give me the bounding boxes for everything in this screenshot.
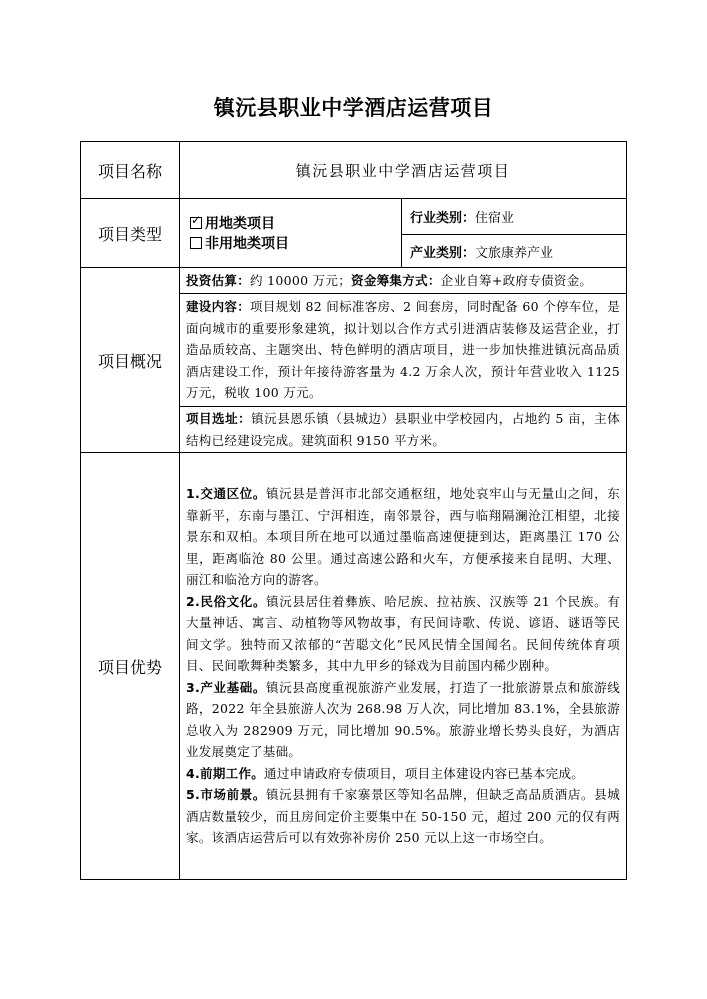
sector-value: 文旅康养产业 — [475, 245, 554, 261]
advantage-head: 2.民俗文化。 — [186, 593, 267, 609]
advantage-head: 5.市场前景。 — [186, 787, 266, 803]
advantage-text: 镇沅县拥有千家寨景区等知名品牌，但缺乏高品质酒店。县城酒店数量较少，而且房间定价主要集中在 50-150 元，超过 200 元的仅有两家。该酒店运营后可以有效弥补房价 250 元以上这一市场空白。 — [186, 787, 621, 846]
construction-content — [180, 294, 627, 407]
fund-label: 资金筹集方式： — [351, 272, 441, 288]
advantage-head: 3.产业基础。 — [186, 679, 266, 695]
row-advantages — [81, 453, 627, 880]
advantage-item — [186, 483, 620, 591]
advantage-text: 镇沅县是普洱市北部交通枢纽，地处哀牢山与无量山之间，东靠新平，东南与墨江、宁洱相连，南邻景谷，西与临翔隔澜沧江相望，北接景东和双柏。本项目所在地可以通过墨临高速便捷到达，距离墨江 170 公里，距离临沧 80 公里。通过高速公路和火车，方便承接来自昆明、大理、丽江和临沧方向的游客。 — [186, 486, 621, 588]
advantage-item — [186, 677, 620, 763]
option-land-project[interactable] — [190, 216, 275, 232]
option-nonland-label: 非用地类项目 — [205, 236, 289, 252]
row-project-name — [81, 142, 627, 199]
sector-category — [402, 235, 627, 268]
label-project-name: 项目名称 — [81, 142, 180, 199]
project-type-options — [180, 199, 402, 268]
advantage-item — [186, 784, 620, 849]
project-info-table — [80, 141, 627, 880]
row-overview-invest — [81, 268, 627, 294]
advantage-text: 镇沅县居住着彝族、哈尼族、拉祜族、汉族等 21 个民族。有大量神话、寓言、动植物等风物故事，有民间诗歌、传说、谚语、谜语等民间文学。独特而又浓郁的“苦聪文化”民风民情全国闻名。民间传统体育项目、民间歌舞种类繁多，其中九甲乡的铩戏为目前国内稀少剧种。 — [186, 593, 621, 674]
fund-value: 企业自筹+政府专债资金。 — [440, 272, 593, 288]
advantage-text: 镇沅县高度重视旅游产业发展，打造了一批旅游景点和旅游线路，2022 年全县旅游人次为 268.98 万人次，同比增加 83.1%，全县旅游总收入为 282909 万元，同比增加 90.5%。旅游业增长势头良好，为酒店业发展奠定了基础。 — [186, 679, 621, 760]
advantages-content — [180, 453, 627, 880]
site-value: 镇沅县恩乐镇（县城边）县职业中学校园内，占地约 5 亩，主体结构已经建设完成。建筑面积 9150 平方米。 — [186, 411, 620, 448]
content-value: 项目规划 82 间标准客房、2 间套房，同时配备 60 个停车位，是面向城市的重要形象建筑，拟计划以合作方式引进酒店装修及运营企业，打造品质较高、主题突出、特色鲜明的酒店项目，进一步加快推进镇沅高品质酒店建设工作，预计年接待游客量为 4.2 万余人次，预计年营业收入 1125 万元，税收 100 万元。 — [186, 299, 621, 401]
industry-category — [402, 199, 627, 235]
invest-label: 投资估算： — [186, 272, 251, 288]
empty-box-icon[interactable] — [190, 237, 202, 249]
advantage-item — [186, 763, 620, 785]
site-label: 项目选址： — [186, 411, 252, 426]
industry-label: 行业类别： — [410, 211, 476, 226]
document-title: 镇沅县职业中学酒店运营项目 — [213, 96, 494, 120]
label-overview: 项目概况 — [81, 268, 180, 453]
content-label: 建设内容： — [186, 299, 251, 315]
advantage-item — [186, 591, 620, 677]
sector-label: 产业类别： — [410, 245, 476, 261]
advantage-head: 4.前期工作。 — [186, 765, 265, 781]
project-site — [180, 407, 627, 453]
invest-value: 约 10000 万元； — [250, 272, 352, 288]
label-project-type: 项目类型 — [81, 199, 180, 268]
industry-value: 住宿业 — [475, 211, 515, 226]
option-land-label: 用地类项目 — [205, 216, 275, 232]
checked-box-icon[interactable] — [190, 217, 202, 229]
advantage-head: 1.交通区位。 — [186, 486, 266, 502]
row-project-type — [81, 199, 627, 235]
advantage-text: 通过申请政府专债项目，项目主体建设内容已基本完成。 — [264, 765, 585, 781]
value-project-name: 镇沅县职业中学酒店运营项目 — [180, 142, 627, 199]
option-nonland-project[interactable] — [190, 236, 289, 252]
label-advantages: 项目优势 — [81, 453, 180, 880]
invest-estimate — [180, 268, 627, 294]
